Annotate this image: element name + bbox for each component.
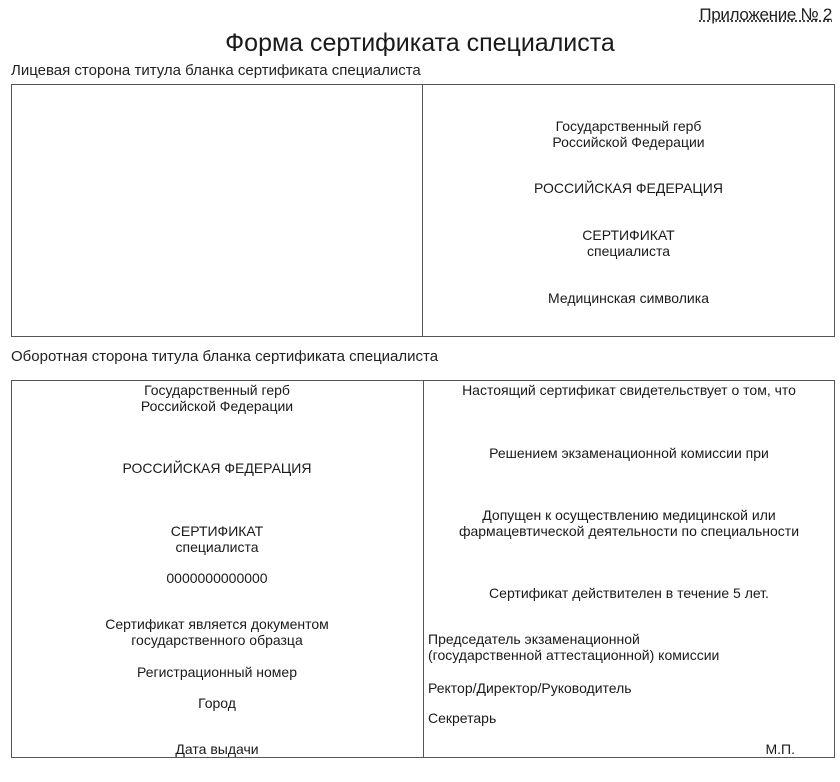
chairman-line2: (государственной аттестационной) комиссии [428, 647, 720, 663]
back-country: РОССИЙСКАЯ ФЕДЕРАЦИЯ [122, 460, 312, 476]
chairman-line1: Председатель экзаменационной [428, 631, 640, 647]
back-cert-subtitle: специалиста [175, 539, 259, 555]
front-emblem-line1: Государственный герб [555, 118, 702, 134]
front-medical-symbolics: Медицинская символика [548, 290, 709, 306]
secretary-label: Секретарь [428, 710, 497, 726]
appendix-label: Приложение № 2 [699, 5, 832, 24]
registration-number-label: Регистрационный номер [137, 664, 297, 680]
back-side-label: Оборотная сторона титула бланка сертификата специалиста [11, 348, 439, 365]
issue-date-label: Дата выдачи [175, 741, 259, 757]
back-emblem-line1: Государственный герб [144, 382, 290, 398]
decision-text: Решением экзаменационной комиссии при [489, 445, 769, 461]
document-note-line1: Сертификат является документом [105, 616, 329, 632]
back-emblem-line2: Российской Федерации [140, 398, 294, 414]
validity-text: Сертификат действителен в течение 5 лет. [489, 585, 769, 601]
city-label: Город [198, 695, 236, 711]
front-side-label: Лицевая сторона титула бланка сертификата специалиста [11, 62, 421, 79]
certifies-text: Настоящий сертификат свидетельствует о том, что [462, 382, 796, 398]
front-emblem-line2: Российской Федерации [552, 134, 705, 150]
front-cert-title: СЕРТИФИКАТ [582, 227, 675, 243]
document-note-line2: государственного образца [131, 632, 303, 648]
front-cert-subtitle: специалиста [586, 243, 671, 259]
back-divider [423, 380, 424, 758]
front-country: РОССИЙСКАЯ ФЕДЕРАЦИЯ [534, 180, 723, 196]
admitted-line1: Допущен к осуществлению медицинской или [482, 507, 776, 523]
seal-label: М.П. [765, 741, 795, 757]
back-cert-title: СЕРТИФИКАТ [170, 523, 264, 539]
admitted-line2: фармацевтической деятельности по специальности [458, 523, 800, 539]
certificate-number: 0000000000000 [166, 570, 268, 586]
page-title: Форма сертификата специалиста [225, 29, 615, 57]
rector-label: Ректор/Директор/Руководитель [428, 680, 632, 696]
